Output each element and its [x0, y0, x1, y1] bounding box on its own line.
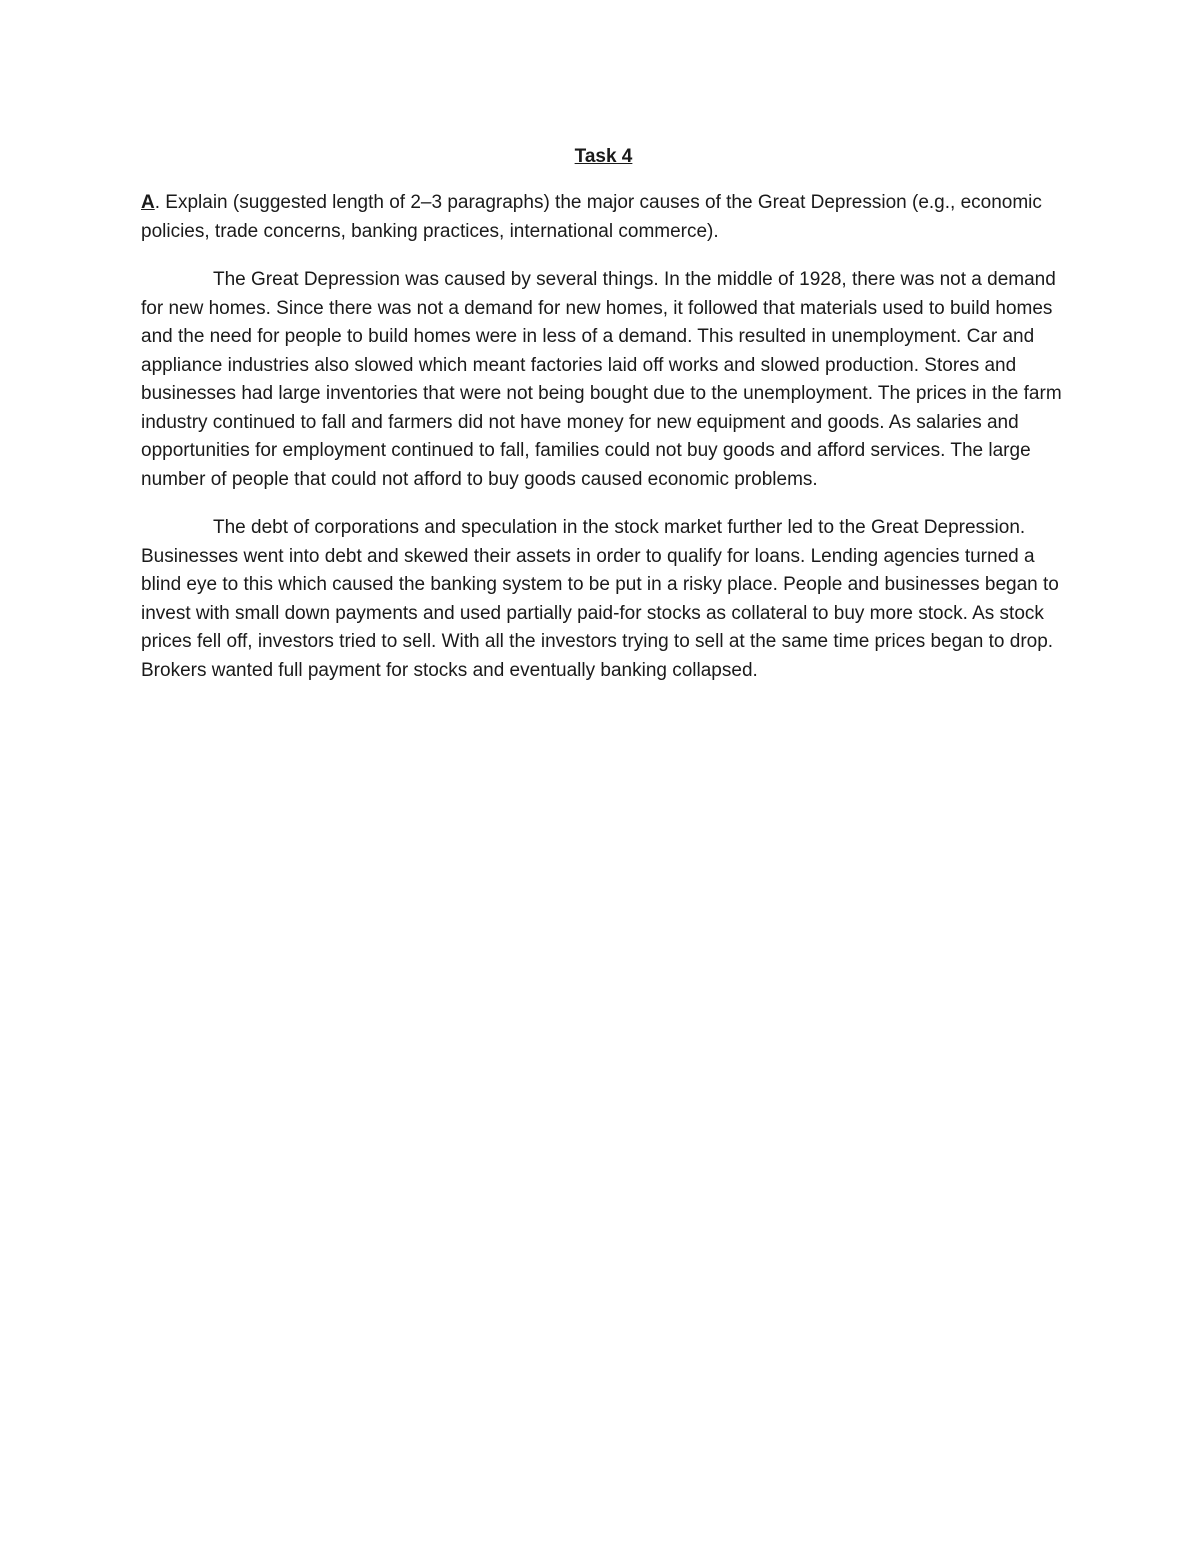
body-paragraph-2: The debt of corporations and speculation in the stock market further led to the Great Depression. Businesses went into debt and skewed their assets in order to qualify for loans. Lending agencies turned a blind eye to this which caused the banking system to be put in a risky place. People and businesses began to invest with small down payments and used partially paid-for stocks as collateral to buy more stock. As stock prices fell off, investors tried to sell. With all the investors trying to sell at the same time prices began to drop. Brokers wanted full payment for stocks and eventually banking collapsed.: [141, 517, 1059, 681]
task-prompt: [141, 189, 1066, 246]
prompt-letter: A: [141, 192, 155, 213]
body-paragraph-1: The Great Depression was caused by several things. In the middle of 1928, there was not a demand for new homes. Since there was not a demand for new homes, it followed that materials used to build homes and the need for people to build homes were in less of a demand. This resulted in unemployment. Car and appliance industries also slowed which meant factories laid off works and slowed production. Stores and businesses had large inventories that were not being bought due to the unemployment. The prices in the farm industry continued to fall and farmers did not have money for new equipment and goods. As salaries and opportunities for employment continued to fall, families could not buy goods and afford services. The large number of people that could not afford to buy goods caused economic problems.: [141, 269, 1062, 490]
document-title: Task 4: [574, 146, 633, 167]
document-body: [141, 143, 1066, 705]
prompt-text: . Explain (suggested length of 2–3 paragraphs) the major causes of the Great Depression (e.g., economic policies, trade concerns, banking practices, international commerce).: [141, 192, 1042, 242]
